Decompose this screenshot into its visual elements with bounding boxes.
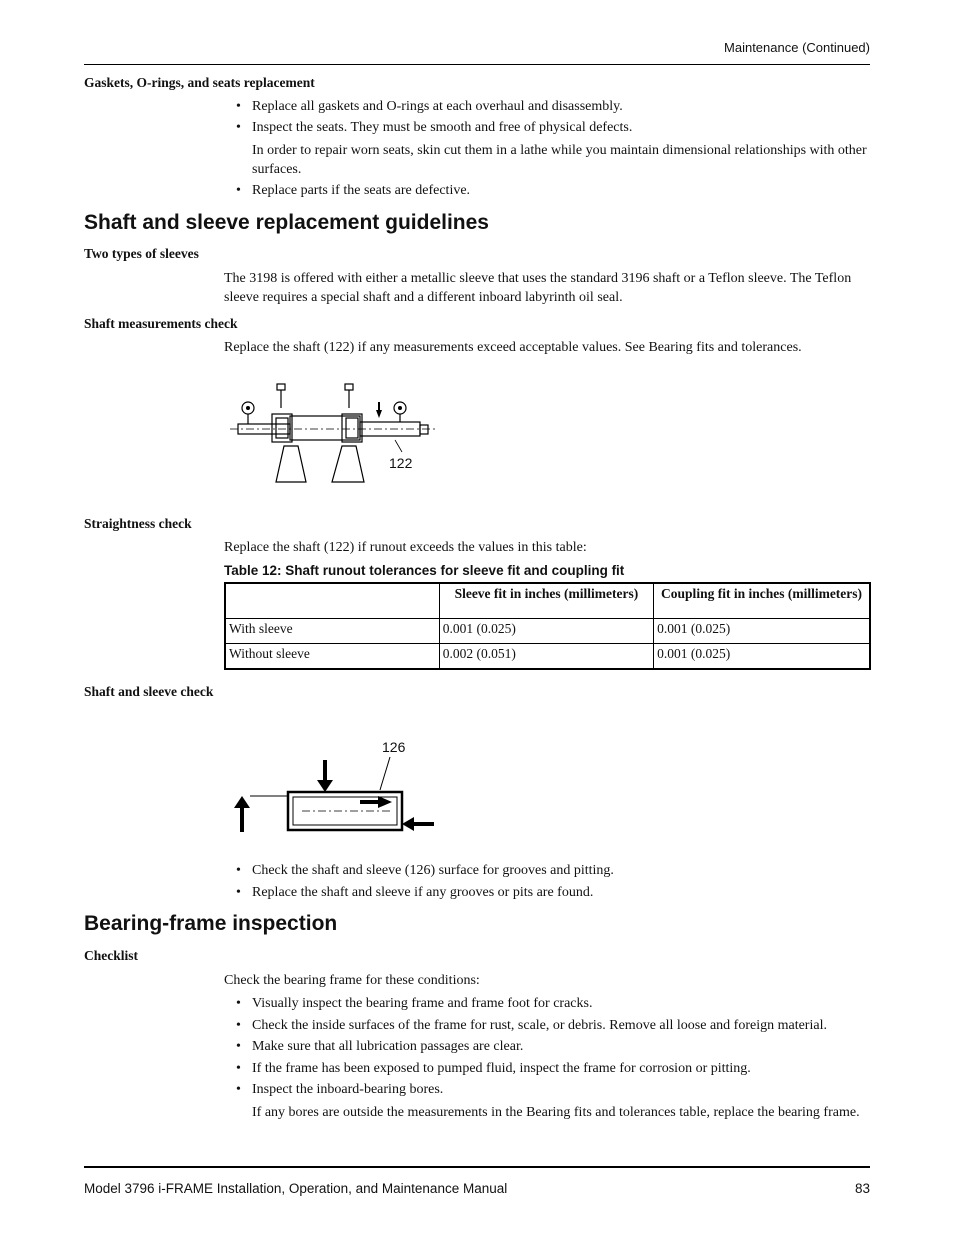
table-cell: 0.001 (0.025) — [654, 644, 870, 670]
table-header-row — [225, 583, 870, 619]
footer-manual-title: Model 3796 i-FRAME Installation, Operation, and Maintenance Manual — [84, 1181, 508, 1196]
sleeve-check-figure — [232, 756, 438, 836]
straightness-paragraph: Replace the shaft (122) if runout exceeds the values in this table: — [224, 540, 587, 555]
list-item: • Inspect the seats. They must be smooth and free of physical defects. — [236, 118, 870, 137]
table-cell: 0.001 (0.025) — [654, 619, 870, 644]
bearing-note: If any bores are outside the measurements in the Bearing fits and tolerances table, replace the bearing frame. — [252, 1105, 860, 1120]
footer-rule — [84, 1166, 870, 1168]
measurements-heading: Shaft measurements check — [84, 316, 238, 331]
gaskets-bullet-list-2 — [236, 181, 870, 200]
gaskets-note: In order to repair worn seats, skin cut them in a lathe while you maintain dimensional relationships with other surfaces. — [252, 143, 867, 177]
table-cell: 0.002 (0.051) — [439, 644, 653, 670]
table-header-cell — [225, 583, 439, 619]
section-title: Bearing-frame inspection — [84, 912, 338, 935]
list-item: • Make sure that all lubrication passages are clear. — [236, 1037, 870, 1056]
list-item: • Visually inspect the bearing frame and frame foot for cracks. — [236, 994, 870, 1013]
table-row — [225, 644, 870, 670]
list-item: • If the frame has been exposed to pumped fluid, inspect the frame for corrosion or pitting. — [236, 1059, 870, 1078]
header-rule — [84, 64, 870, 65]
checklist-heading: Checklist — [84, 948, 138, 963]
list-item: • Inspect the inboard-bearing bores. — [236, 1080, 870, 1099]
measurements-paragraph: Replace the shaft (122) if any measurements exceed acceptable values. See Bearing fits and tolerances. — [224, 340, 802, 355]
page-number: 83 — [854, 1181, 870, 1196]
figure-callout-122: 122 — [389, 455, 413, 471]
list-item: • Check the shaft and sleeve (126) surface for grooves and pitting. — [236, 861, 870, 880]
straightness-heading: Straightness check — [84, 516, 192, 531]
table-cell: With sleeve — [225, 619, 439, 644]
table-row — [225, 619, 870, 644]
sleeve-bullet-list — [236, 861, 870, 902]
running-header: Maintenance (Continued) — [724, 40, 870, 55]
two-types-paragraph: The 3198 is offered with either a metallic sleeve that uses the standard 3196 shaft or a Teflon sleeve. The Teflon sleeve requires a special shaft and a different inboard labyrinth oil seal. — [224, 271, 852, 305]
figure-callout-126: 126 — [382, 739, 406, 755]
gaskets-heading: Gaskets, O-rings, and seats replacement — [84, 75, 315, 90]
table-header-cell: Coupling fit in inches (millimeters) — [654, 583, 870, 619]
list-item: • Replace all gaskets and O-rings at each overhaul and disassembly. — [236, 97, 870, 116]
table-cell: 0.001 (0.025) — [439, 619, 653, 644]
two-types-heading: Two types of sleeves — [84, 246, 199, 261]
list-item: • Replace the shaft and sleeve if any grooves or pits are found. — [236, 883, 870, 902]
checklist-intro: Check the bearing frame for these conditions: — [224, 973, 480, 988]
table-header-cell: Sleeve fit in inches (millimeters) — [439, 583, 653, 619]
checklist-bullet-list — [236, 994, 870, 1099]
sleeve-check-heading: Shaft and sleeve check — [84, 684, 214, 699]
shaft-measurement-figure — [230, 378, 440, 488]
table-cell: Without sleeve — [225, 644, 439, 670]
table-caption: Table 12: Shaft runout tolerances for sleeve fit and coupling fit — [224, 563, 625, 578]
runout-table — [224, 582, 871, 670]
gaskets-bullet-list — [236, 97, 870, 137]
section-title: Shaft and sleeve replacement guidelines — [84, 211, 489, 234]
list-item: • Check the inside surfaces of the frame for rust, scale, or debris. Remove all loose and foreign material. — [236, 1016, 870, 1035]
list-item: • Replace parts if the seats are defective. — [236, 181, 870, 200]
